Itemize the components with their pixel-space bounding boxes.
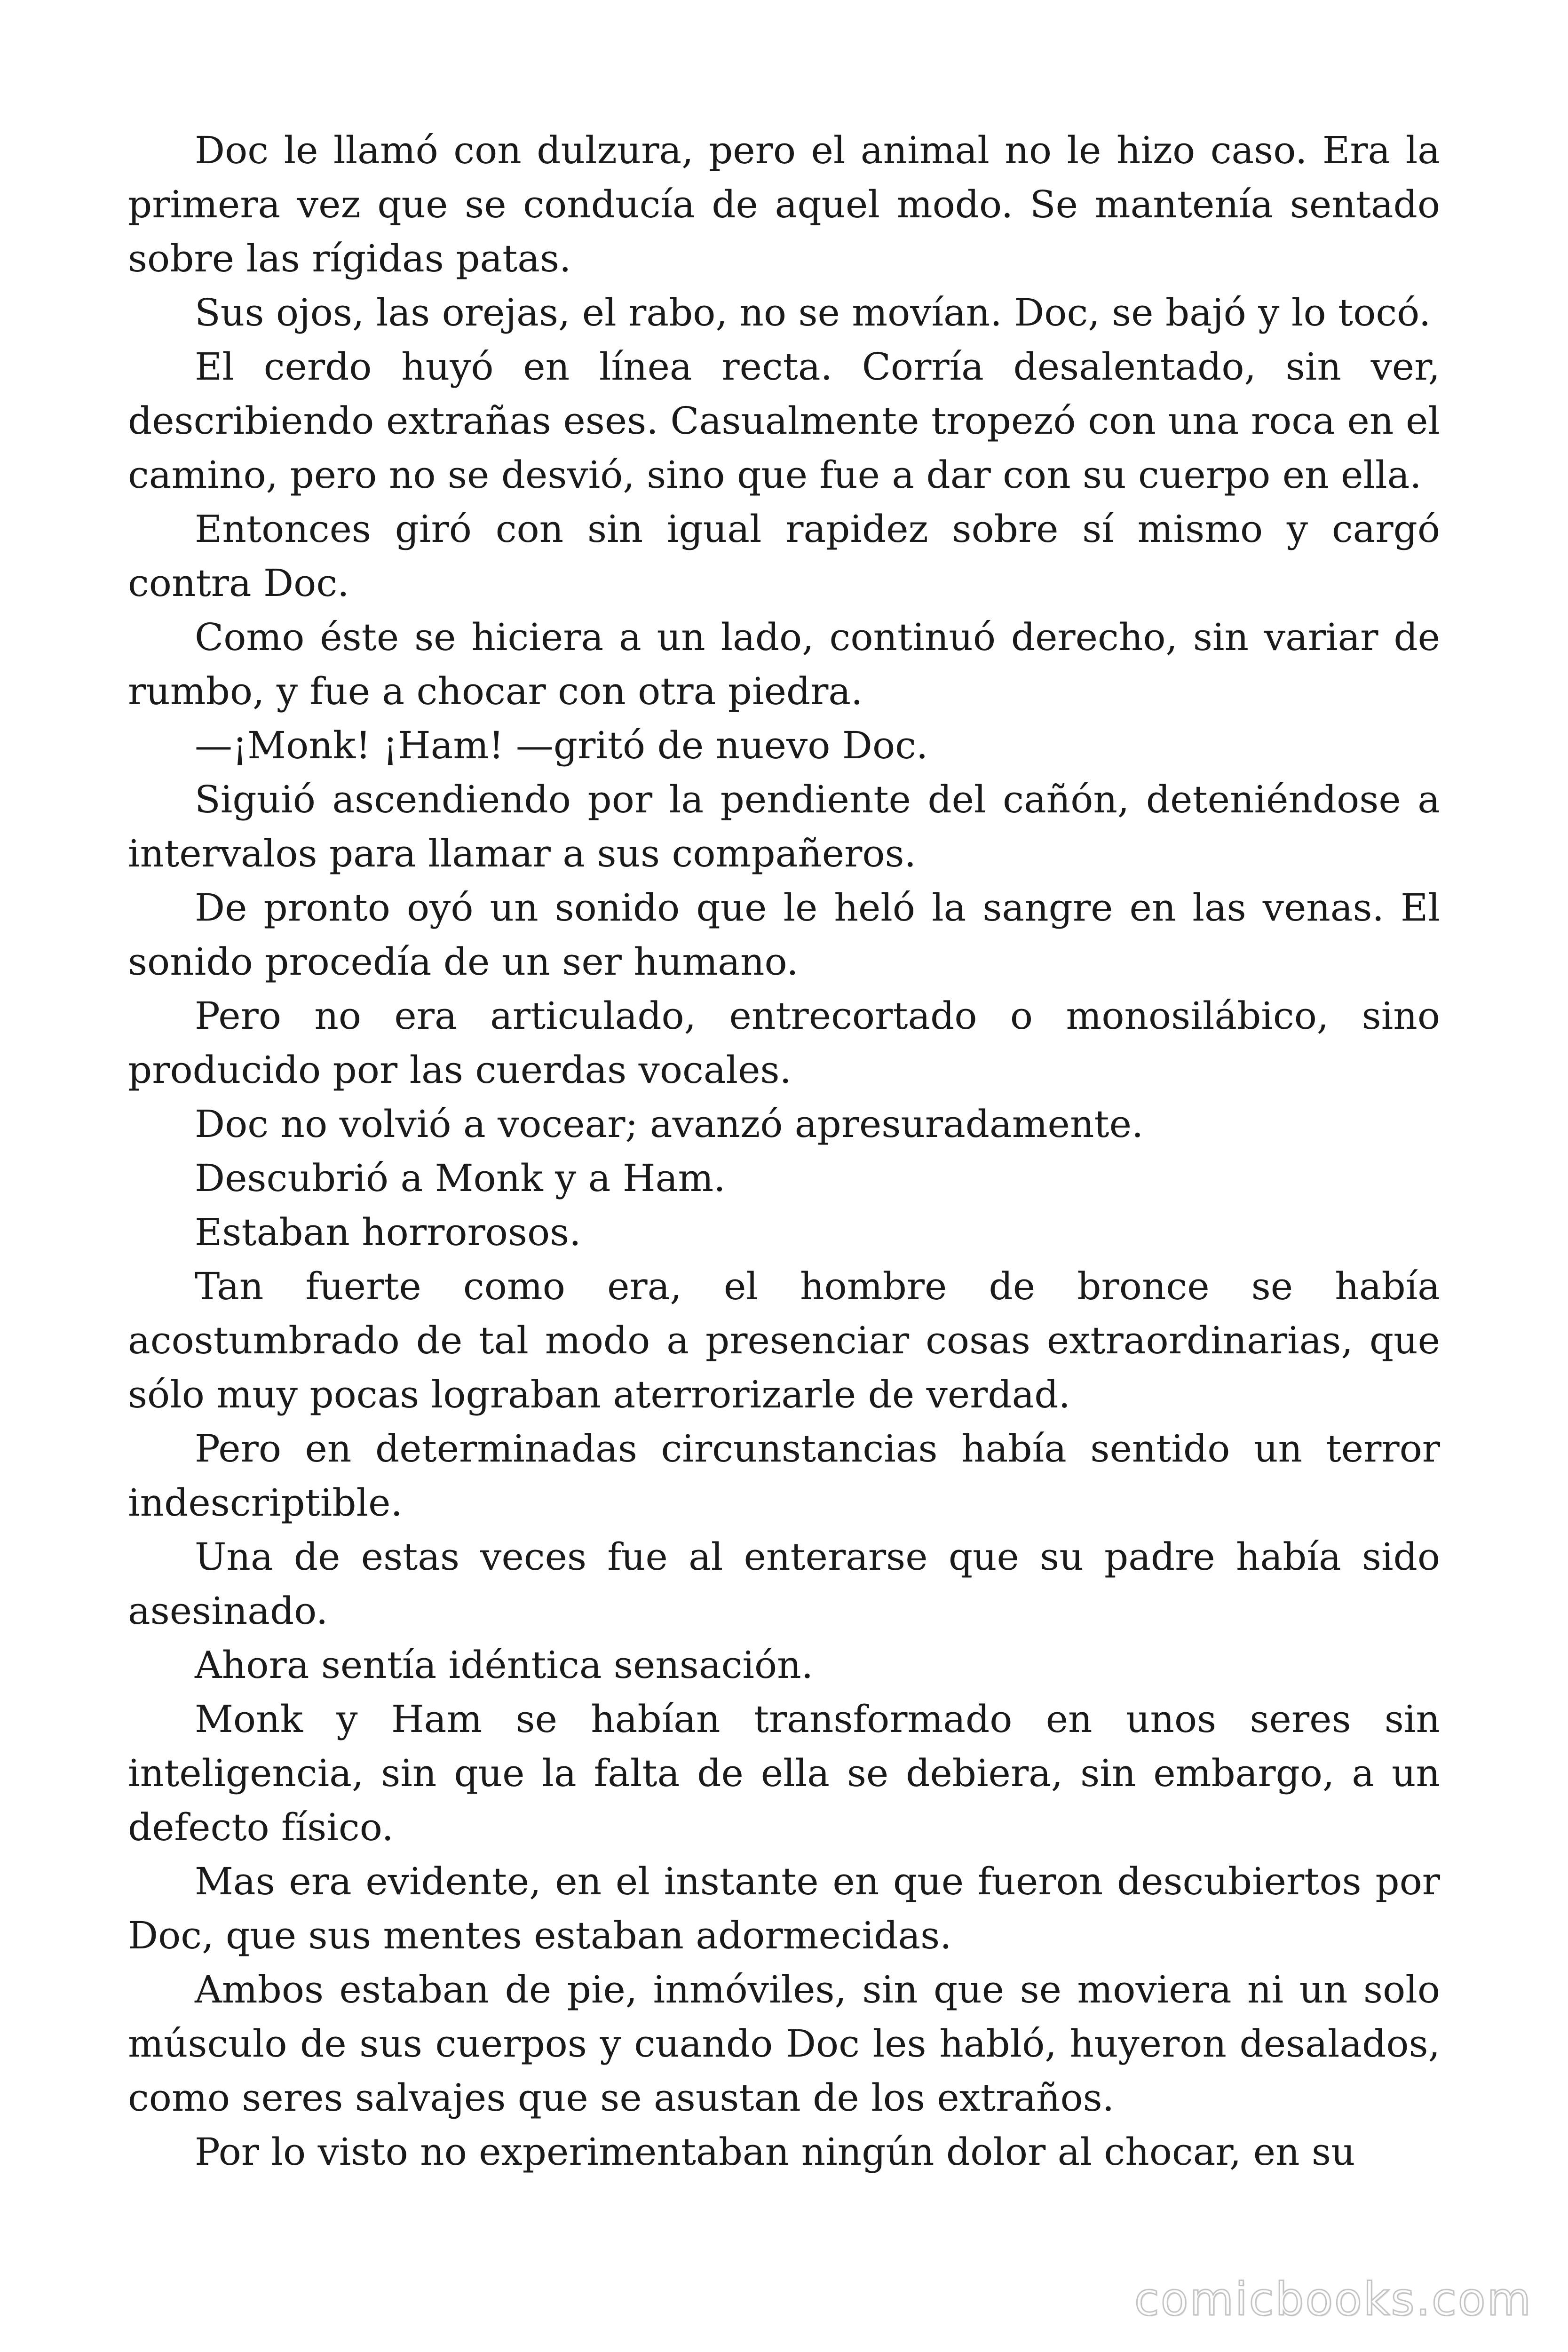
- paragraph: Ahora sentía idéntica sensación.: [195, 1643, 814, 1687]
- paragraph: De pronto oyó un sonido que le heló la sangre en las venas. El sonido procedía de un ser humano.: [128, 886, 1440, 984]
- paragraph: Una de estas veces fue al enterarse que su padre había sido asesinado.: [128, 1535, 1440, 1633]
- paragraph: Doc no volvió a vocear; avanzó apresuradamente.: [195, 1102, 1144, 1146]
- paragraph: Por lo visto no experimentaban ningún dolor al chocar, en su: [195, 2130, 1355, 2174]
- paragraph: Entonces giró con sin igual rapidez sobre sí mismo y cargó contra Doc.: [128, 507, 1440, 605]
- paragraph: Sus ojos, las orejas, el rabo, no se movían. Doc, se bajó y lo tocó.: [195, 291, 1431, 334]
- paragraph: Siguió ascendiendo por la pendiente del cañón, deteniéndose a intervalos para llamar a sus compañeros.: [128, 778, 1440, 875]
- paragraph: Estaban horrorosos.: [195, 1210, 581, 1254]
- paragraph: Pero no era articulado, entrecortado o monosilábico, sino producido por las cuerdas vocales.: [128, 994, 1440, 1092]
- page-body-text: [128, 123, 1440, 2179]
- paragraph: Mas era evidente, en el instante en que fueron descubiertos por Doc, que sus mentes estaban adormecidas.: [128, 1859, 1440, 1957]
- watermark-logo: comicbooks.com: [1134, 2273, 1532, 2326]
- paragraph: Tan fuerte como era, el hombre de bronce se había acostumbrado de tal modo a presenciar cosas extraordinarias, que sólo muy pocas lograban aterrorizarle de verdad.: [128, 1264, 1440, 1416]
- paragraph: Ambos estaban de pie, inmóviles, sin que se moviera ni un solo músculo de sus cuerpos y cuando Doc les habló, huyeron desalados, como seres salvajes que se asustan de los extraños.: [128, 1968, 1440, 2120]
- paragraph: Monk y Ham se habían transformado en unos seres sin inteligencia, sin que la falta de ella se debiera, sin embargo, a un defecto físico.: [128, 1697, 1440, 1849]
- paragraph: Doc le llamó con dulzura, pero el animal no le hizo caso. Era la primera vez que se conducía de aquel modo. Se mantenía sentado sobre las rígidas patas.: [128, 128, 1440, 280]
- paragraph: Pero en determinadas circunstancias había sentido un terror indescriptible.: [128, 1427, 1440, 1525]
- paragraph: El cerdo huyó en línea recta. Corría desalentado, sin ver, describiendo extrañas eses. Casualmente tropezó con una roca en el camino, pero no se desvió, sino que fue a dar con su cuerpo en ella.: [128, 345, 1440, 497]
- paragraph: Descubrió a Monk y a Ham.: [195, 1156, 726, 1200]
- paragraph: —¡Monk! ¡Ham! —gritó de nuevo Doc.: [195, 723, 928, 767]
- paragraph: Como éste se hiciera a un lado, continuó derecho, sin variar de rumbo, y fue a chocar con otra piedra.: [128, 615, 1440, 713]
